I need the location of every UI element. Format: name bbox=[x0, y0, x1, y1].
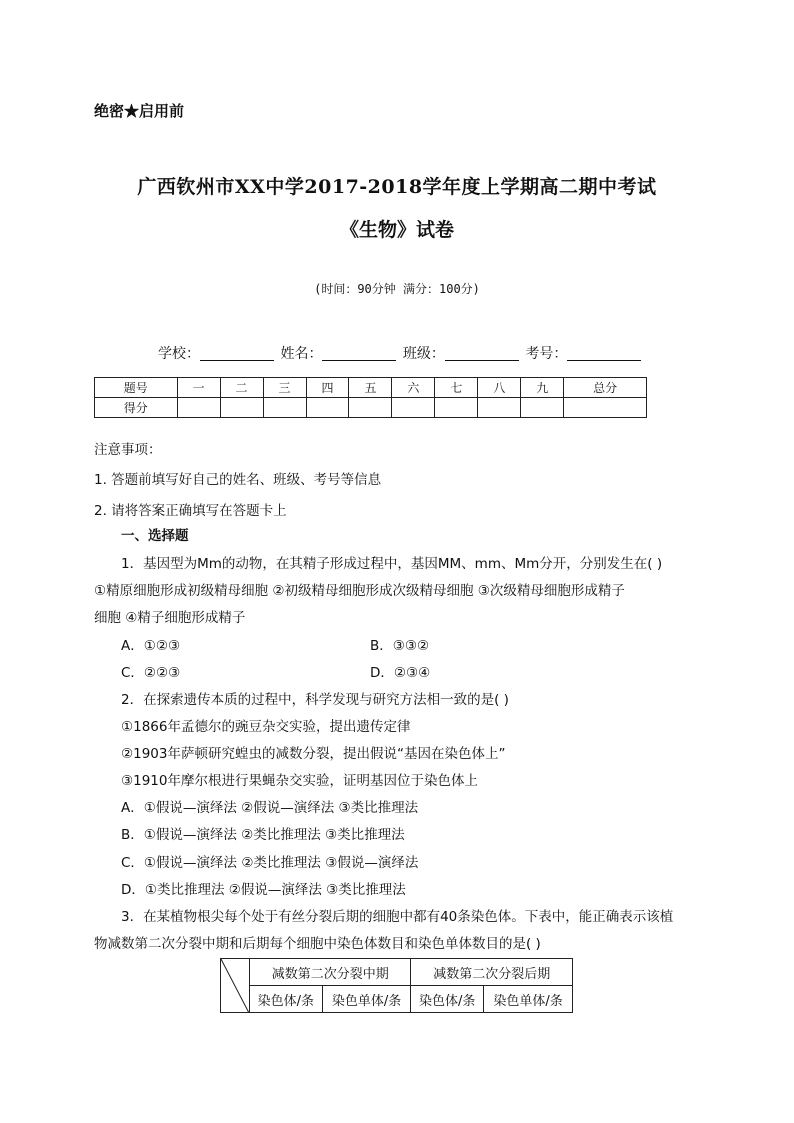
exam-no-label: 考号： bbox=[525, 346, 568, 362]
score-table-score-row bbox=[95, 398, 647, 418]
q1-option-b[interactable]: B．③③② bbox=[370, 638, 430, 654]
note-item: 1. 答题前填写好自己的姓名、班级、考号等信息 bbox=[94, 472, 382, 488]
q1-option-a[interactable]: A．①②③ bbox=[121, 638, 181, 654]
note-item: 2. 请将答案正确填写在答题卡上 bbox=[94, 503, 287, 519]
score-input-cell[interactable] bbox=[306, 398, 349, 418]
score-cell: 五 bbox=[349, 378, 392, 398]
score-input-cell[interactable] bbox=[564, 398, 647, 418]
q2-option-b[interactable]: B．①假说—演绎法 ②类比推理法 ③类比推理法 bbox=[121, 827, 405, 843]
score-cell: 八 bbox=[478, 378, 521, 398]
exam-no-blank[interactable] bbox=[567, 346, 641, 361]
q1-option-d[interactable]: D．②③④ bbox=[370, 665, 431, 681]
q3-table-subheader-row bbox=[221, 986, 573, 1013]
q3-subheader-cell: 染色单体/条 bbox=[322, 986, 411, 1013]
q1-statements: ①精原细胞形成初级精母细胞 ②初级精母细胞形成次级精母细胞 ③次级精母细胞形成精子 bbox=[94, 583, 625, 599]
score-input-cell[interactable] bbox=[435, 398, 478, 418]
notes-heading: 注意事项： bbox=[94, 442, 162, 458]
q3-header-anaphase: 减数第二次分裂后期 bbox=[411, 959, 573, 986]
class-label: 班级： bbox=[402, 346, 445, 362]
school-blank[interactable] bbox=[200, 346, 274, 361]
q2-statement: ③1910年摩尔根进行果蝇杂交实验，证明基因位于染色体上 bbox=[121, 773, 478, 789]
score-cell: 六 bbox=[392, 378, 435, 398]
class-blank[interactable] bbox=[445, 346, 519, 361]
score-cell: 题号 bbox=[95, 378, 178, 398]
score-input-cell[interactable] bbox=[263, 398, 306, 418]
diagonal-line bbox=[221, 959, 249, 1013]
score-cell: 二 bbox=[220, 378, 263, 398]
name-label: 姓名： bbox=[280, 346, 323, 362]
name-blank[interactable] bbox=[322, 346, 396, 361]
exam-subtitle: 《生物》试卷 bbox=[339, 219, 454, 241]
q2-statement: ②1903年萨顿研究蝗虫的减数分裂，提出假说“基因在染色体上” bbox=[121, 746, 506, 762]
section-heading: 一、选择题 bbox=[121, 528, 189, 544]
q3-diagonal-cell bbox=[221, 959, 250, 1013]
score-input-cell[interactable] bbox=[521, 398, 564, 418]
score-cell: 七 bbox=[435, 378, 478, 398]
score-cell: 九 bbox=[521, 378, 564, 398]
exam-title: 广西钦州市XX中学2017-2018学年度上学期高二期中考试 bbox=[137, 176, 657, 198]
score-input-cell[interactable] bbox=[220, 398, 263, 418]
score-row-label: 得分 bbox=[95, 398, 178, 418]
q1-statements-cont: 细胞 ④精子细胞形成精子 bbox=[94, 610, 246, 626]
q3-header-metaphase: 减数第二次分裂中期 bbox=[250, 959, 411, 986]
time-score-info: (时间：90分钟 满分：100分) bbox=[314, 282, 480, 296]
q3-subheader-cell: 染色单体/条 bbox=[484, 986, 573, 1013]
score-input-cell[interactable] bbox=[478, 398, 521, 418]
q3-stem-cont: 物减数第二次分裂中期和后期每个细胞中染色体数目和染色单体数目的是( ) bbox=[94, 936, 541, 952]
score-input-cell[interactable] bbox=[392, 398, 435, 418]
q2-statement: ①1866年孟德尔的豌豆杂交实验，提出遗传定律 bbox=[121, 719, 411, 735]
school-label: 学校： bbox=[158, 346, 200, 362]
q3-subheader-cell: 染色体/条 bbox=[250, 986, 323, 1013]
score-input-cell[interactable] bbox=[177, 398, 220, 418]
score-cell: 一 bbox=[177, 378, 220, 398]
score-cell: 四 bbox=[306, 378, 349, 398]
q2-option-c[interactable]: C．①假说—演绎法 ②类比推理法 ③假说—演绎法 bbox=[121, 855, 419, 871]
q3-subheader-cell: 染色体/条 bbox=[411, 986, 484, 1013]
score-input-cell[interactable] bbox=[349, 398, 392, 418]
q3-table bbox=[220, 958, 573, 1013]
score-cell: 总分 bbox=[564, 378, 647, 398]
q3-table-header-row bbox=[221, 959, 573, 986]
score-table-header-row bbox=[95, 378, 647, 398]
student-info-line bbox=[158, 343, 643, 363]
q1-option-c[interactable]: C．②②③ bbox=[121, 665, 181, 681]
q2-option-d[interactable]: D．①类比推理法 ②假说—演绎法 ③类比推理法 bbox=[121, 882, 406, 898]
q2-stem: 2．在探索遗传本质的过程中，科学发现与研究方法相一致的是( ) bbox=[121, 692, 509, 708]
confidential-label: 绝密★启用前 bbox=[94, 102, 185, 120]
q3-stem: 3．在某植物根尖每个处于有丝分裂后期的细胞中都有40条染色体。下表中，能正确表示该植 bbox=[121, 909, 674, 925]
q2-option-a[interactable]: A．①假说—演绎法 ②假说—演绎法 ③类比推理法 bbox=[121, 800, 419, 816]
q1-stem: 1．基因型为Mm的动物，在其精子形成过程中，基因MM、mm、Mm分开，分别发生在( ) bbox=[121, 556, 663, 572]
score-cell: 三 bbox=[263, 378, 306, 398]
score-table bbox=[94, 377, 647, 418]
